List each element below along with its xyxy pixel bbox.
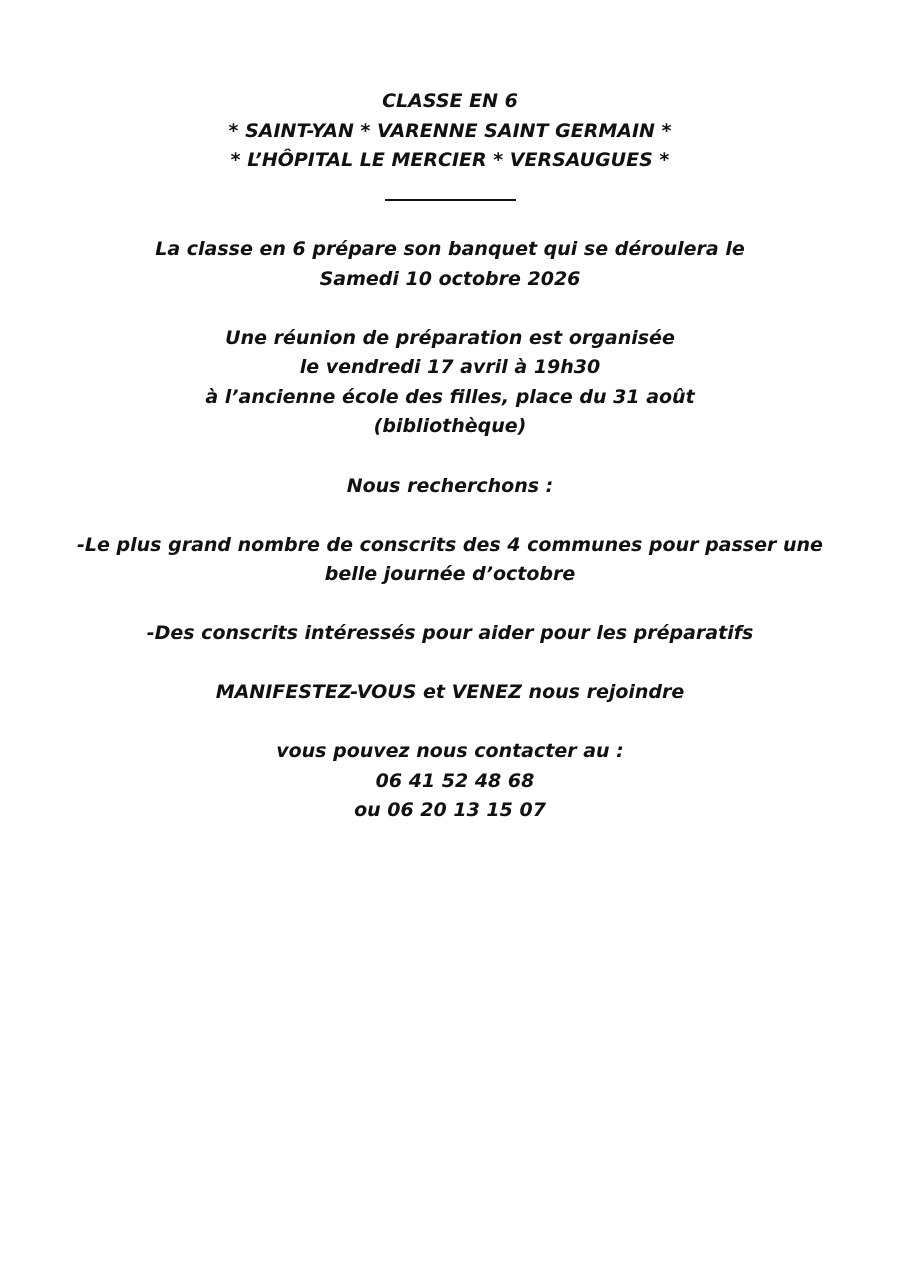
contact-intro: vous pouvez nous contacter au : — [276, 740, 624, 762]
title-underline-divider — [385, 199, 516, 201]
meeting-location-note: (bibliothèque) — [373, 415, 527, 437]
need-1-line-2: belle journée d’octobre — [324, 563, 576, 585]
phone-number-2: ou 06 20 13 15 07 — [354, 799, 546, 821]
flyer-title: CLASSE EN 6 — [382, 90, 518, 112]
intro-line-1: La classe en 6 prépare son banquet qui se déroulera le — [155, 238, 745, 260]
towns-line-1: * SAINT-YAN * VARENNE SAINT GERMAIN * — [228, 120, 672, 142]
need-1-line-1: -Le plus grand nombre de conscrits des 4 communes pour passer une — [77, 534, 823, 556]
call-to-action: MANIFESTEZ-VOUS et VENEZ nous rejoindre — [215, 681, 685, 703]
meeting-location: à l’ancienne école des filles, place du 31 août — [205, 386, 695, 408]
phone-number-1: 06 41 52 48 68 — [375, 770, 535, 792]
seeking-heading: Nous recherchons : — [346, 475, 554, 497]
towns-line-2: * L’HÔPITAL LE MERCIER * VERSAUGUES * — [230, 149, 670, 171]
meeting-date-time: le vendredi 17 avril à 19h30 — [299, 356, 601, 378]
meeting-line-1: Une réunion de préparation est organisée — [225, 327, 675, 349]
banquet-date: Samedi 10 octobre 2026 — [319, 268, 581, 290]
need-2: -Des conscrits intéressés pour aider pour les préparatifs — [146, 622, 754, 644]
